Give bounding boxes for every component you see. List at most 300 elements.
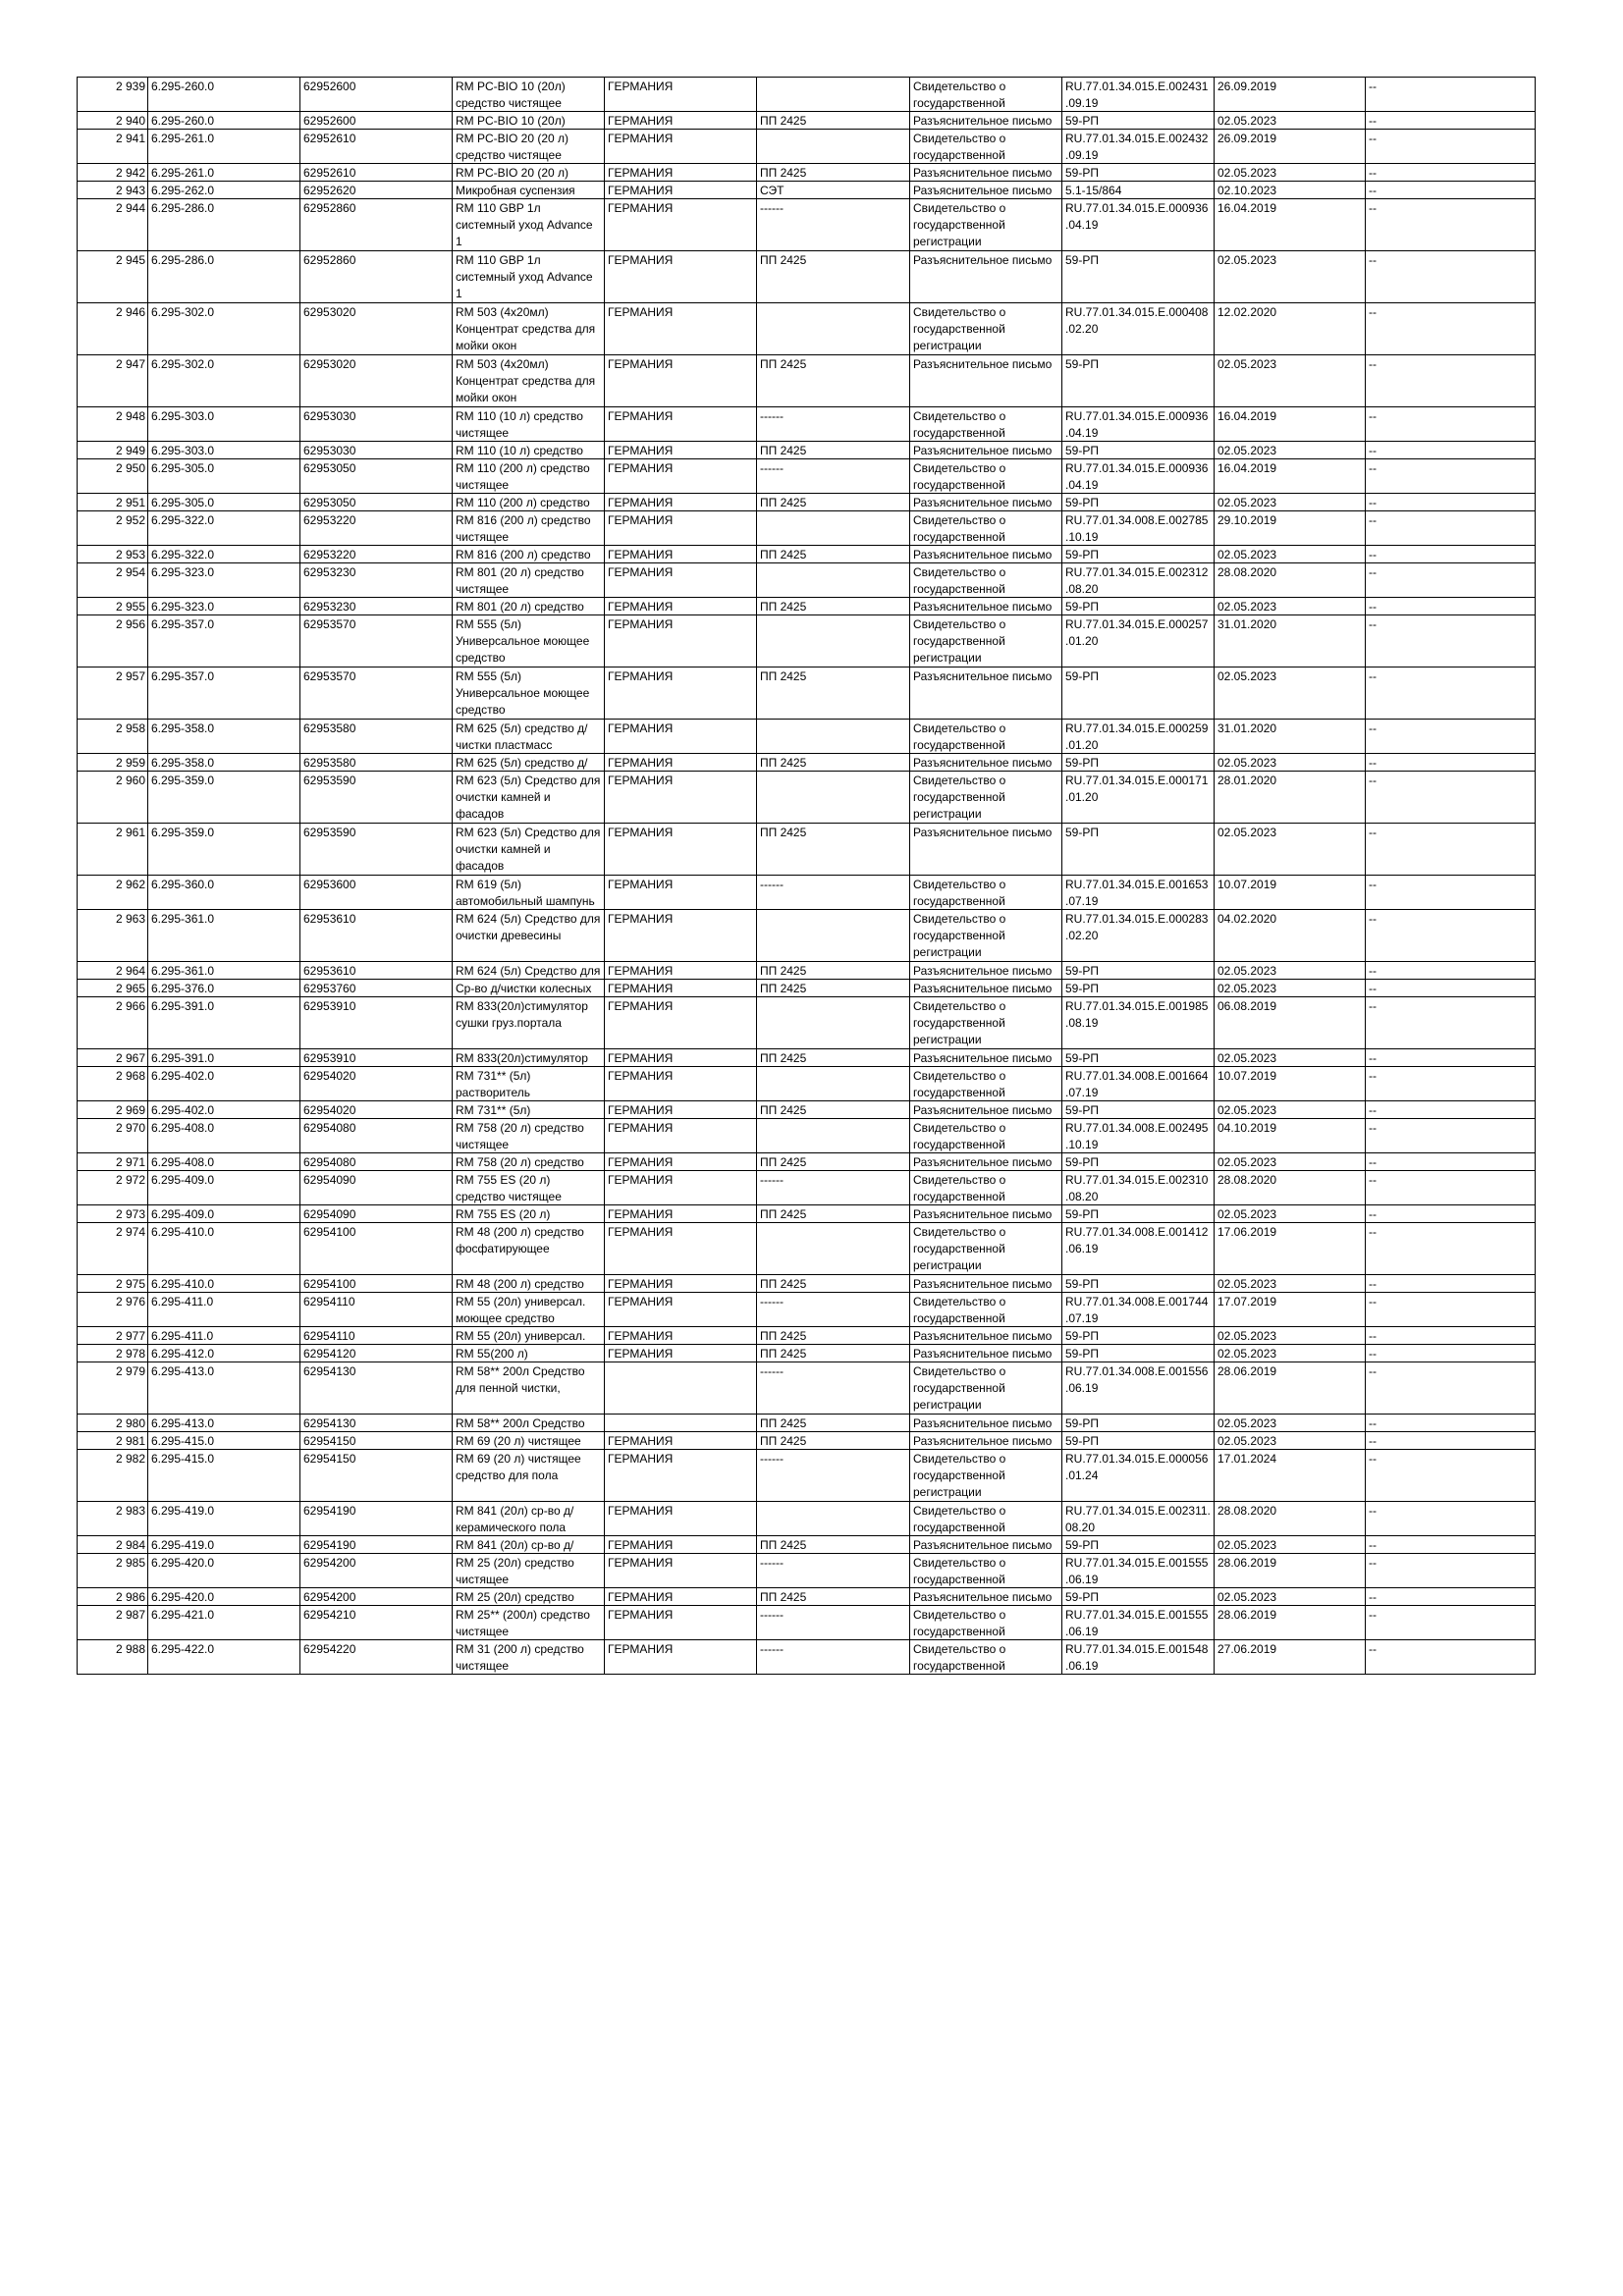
product-name-cell [453,164,605,182]
document-type-cell [910,112,1062,130]
row-number-cell [78,980,148,997]
table-row [78,1327,1536,1345]
product-code: 6.295-415.0 [151,1452,215,1466]
country: ГЕРМАНИЯ [608,1051,674,1065]
product-name-cell [453,355,605,407]
country-cell [605,355,757,407]
product-name: RM 503 (4x20мл) Концентрат средства для мойки окон [456,357,596,404]
country: ГЕРМАНИЯ [608,132,674,145]
country-cell [605,754,757,772]
article-number-cell [300,459,453,494]
article-number: 62953050 [303,496,356,509]
article-number-cell [300,199,453,251]
basis-cell [757,598,910,615]
product-name: RM 623 (5л) Средство для очистки камней и фасадов [456,826,601,873]
table-row [78,182,1536,199]
basis-cell [757,772,910,824]
product-code: 6.295-408.0 [151,1155,215,1169]
document-date-cell [1215,130,1366,164]
article-number: 62952860 [303,201,356,215]
article-number: 62953230 [303,600,356,614]
document-number-cell [1062,1502,1215,1536]
basis: ПП 2425 [760,496,807,509]
table-row [78,546,1536,563]
product-name: RM PC-BIO 20 (20 л) средство чистящее [456,132,569,162]
note: -- [1369,982,1377,995]
document-number: 59-РП [1065,1416,1099,1430]
document-date-cell [1215,962,1366,980]
row-number-cell [78,1415,148,1432]
document-number-cell [1062,615,1215,667]
article-number: 62953030 [303,444,356,457]
row-number: 2 973 [115,1207,145,1221]
row-number: 2 944 [115,201,145,215]
product-name-cell [453,1606,605,1640]
basis-cell [757,511,910,546]
product-code-cell [148,1171,300,1205]
basis: ПП 2425 [760,1103,807,1117]
document-number-cell [1062,1205,1215,1223]
document-number: RU.77.01.34.015.E.000283.02.20 [1065,912,1209,942]
product-code-cell [148,1327,300,1345]
country-cell [605,1588,757,1606]
basis-cell [757,563,910,598]
document-number-cell [1062,407,1215,442]
basis-cell [757,754,910,772]
note-cell [1366,1153,1536,1171]
table-row [78,1450,1536,1502]
country-cell [605,1554,757,1588]
document-type-cell [910,1119,1062,1153]
document-number-cell [1062,303,1215,355]
document-number-cell [1062,442,1215,459]
table-row [78,1415,1536,1432]
country: ГЕРМАНИЯ [608,1173,674,1187]
document-type: Разъяснительное письмо [913,600,1053,614]
product-name: RM 624 (5л) Средство для очистки древесины [456,912,601,942]
document-number: RU.77.01.34.015.E.000408.02.20 [1065,305,1209,336]
product-code-cell [148,1502,300,1536]
article-number: 62954210 [303,1608,356,1622]
note: -- [1369,964,1377,978]
document-number-cell [1062,494,1215,511]
product-name: RM 758 (20 л) средство [456,1155,584,1169]
document-number-cell [1062,962,1215,980]
article-number: 62953020 [303,357,356,371]
product-code: 6.295-361.0 [151,912,215,926]
table-row [78,459,1536,494]
country: ГЕРМАНИЯ [608,114,674,128]
product-code-cell [148,1536,300,1554]
document-date: 02.05.2023 [1217,1155,1277,1169]
document-date-cell [1215,876,1366,910]
basis-cell [757,78,910,112]
product-name-cell [453,1450,605,1502]
product-name-cell [453,980,605,997]
document-date: 02.05.2023 [1217,1207,1277,1221]
document-type: Свидетельство о государственной [913,513,1006,544]
document-number-cell [1062,667,1215,720]
article-number: 62953760 [303,982,356,995]
document-date-cell [1215,112,1366,130]
document-date-cell [1215,1171,1366,1205]
basis: ПП 2425 [760,253,807,267]
article-number-cell [300,876,453,910]
country-cell [605,130,757,164]
country-cell [605,1327,757,1345]
document-number: 59-РП [1065,1329,1099,1343]
country: ГЕРМАНИЯ [608,1504,674,1518]
document-date-cell [1215,1554,1366,1588]
article-number: 62952600 [303,114,356,128]
document-number-cell [1062,1554,1215,1588]
country: ГЕРМАНИЯ [608,166,674,180]
row-number: 2 946 [115,305,145,319]
product-name-cell [453,112,605,130]
note-cell [1366,754,1536,772]
article-number-cell [300,1327,453,1345]
basis-cell [757,615,910,667]
document-type-cell [910,407,1062,442]
product-code-cell [148,598,300,615]
row-number-cell [78,442,148,459]
document-number: RU.77.01.34.015.E.000257.01.20 [1065,617,1209,648]
article-number-cell [300,1345,453,1362]
document-date-cell [1215,1293,1366,1327]
product-code: 6.295-322.0 [151,513,215,527]
document-number: 59-РП [1065,1277,1099,1291]
country-cell [605,1345,757,1362]
row-number-cell [78,1101,148,1119]
basis-cell [757,459,910,494]
product-code: 6.295-411.0 [151,1295,214,1308]
product-name-cell [453,459,605,494]
country: ГЕРМАНИЯ [608,826,674,839]
row-number: 2 948 [115,409,145,423]
row-number-cell [78,720,148,754]
product-name: RM 555 (5л) Универсальное моющее средство [456,669,590,717]
article-number-cell [300,615,453,667]
note: -- [1369,1121,1377,1135]
basis-cell [757,1119,910,1153]
document-date-cell [1215,182,1366,199]
article-number: 62954110 [303,1295,355,1308]
product-code: 6.295-402.0 [151,1069,215,1083]
product-name: RM 55(200 л) [456,1347,528,1361]
article-number-cell [300,546,453,563]
table-row [78,910,1536,962]
document-type: Свидетельство о государственной [913,80,1006,110]
product-name: RM 110 (10 л) средство чистящее [456,409,583,440]
document-number: RU.77.01.34.008.E.001744.07.19 [1065,1295,1209,1325]
document-number-cell [1062,251,1215,303]
document-number: RU.77.01.34.015.E.002312.08.20 [1065,565,1209,596]
document-date: 17.06.2019 [1217,1225,1277,1239]
basis-cell [757,1345,910,1362]
note-cell [1366,1101,1536,1119]
basis: ПП 2425 [760,600,807,614]
row-number: 2 950 [115,461,145,475]
document-date-cell [1215,1415,1366,1432]
document-type-cell [910,824,1062,876]
basis-cell [757,494,910,511]
document-date: 17.01.2024 [1217,1452,1277,1466]
basis-cell [757,407,910,442]
table-row [78,1536,1536,1554]
document-type: Разъяснительное письмо [913,1538,1053,1552]
article-number-cell [300,1502,453,1536]
article-number: 62954190 [303,1504,356,1518]
note-cell [1366,1275,1536,1293]
row-number-cell [78,1536,148,1554]
row-number-cell [78,997,148,1049]
row-number: 2 958 [115,721,145,735]
country-cell [605,563,757,598]
document-number-cell [1062,199,1215,251]
document-date: 29.10.2019 [1217,513,1277,527]
product-name-cell [453,1345,605,1362]
document-type: Разъяснительное письмо [913,1416,1053,1430]
article-number-cell [300,1640,453,1675]
note-cell [1366,182,1536,199]
article-number: 62954020 [303,1069,356,1083]
note-cell [1366,1554,1536,1588]
article-number-cell [300,355,453,407]
document-date-cell [1215,1362,1366,1415]
document-date-cell [1215,1223,1366,1275]
document-type: Разъяснительное письмо [913,1103,1053,1117]
basis: ------ [760,1364,784,1378]
document-date-cell [1215,1640,1366,1675]
note-cell [1366,546,1536,563]
product-name-cell [453,511,605,546]
basis: ------ [760,1173,784,1187]
product-code: 6.295-303.0 [151,409,215,423]
product-code-cell [148,980,300,997]
product-code-cell [148,459,300,494]
table-row [78,667,1536,720]
note: -- [1369,1416,1377,1430]
product-name-cell [453,876,605,910]
basis: ------ [760,461,784,475]
row-number: 2 951 [115,496,145,509]
product-code: 6.295-419.0 [151,1538,215,1552]
product-code: 6.295-402.0 [151,1103,215,1117]
article-number-cell [300,754,453,772]
article-number: 62953220 [303,513,356,527]
product-name-cell [453,407,605,442]
country-cell [605,772,757,824]
article-number-cell [300,1223,453,1275]
article-number-cell [300,1119,453,1153]
row-number: 2 983 [115,1504,145,1518]
note-cell [1366,1450,1536,1502]
document-type-cell [910,1362,1062,1415]
document-type: Свидетельство о государственной [913,1121,1006,1151]
note: -- [1369,496,1377,509]
table-row [78,251,1536,303]
row-number-cell [78,1588,148,1606]
row-number-cell [78,876,148,910]
country-cell [605,1275,757,1293]
basis: ПП 2425 [760,1434,807,1448]
document-type: Разъяснительное письмо [913,826,1053,839]
country: ГЕРМАНИЯ [608,1642,674,1656]
country-cell [605,546,757,563]
article-number-cell [300,910,453,962]
basis: ПП 2425 [760,1277,807,1291]
table-row [78,442,1536,459]
article-number: 62953610 [303,912,356,926]
country-cell [605,1101,757,1119]
note-cell [1366,164,1536,182]
document-type: Разъяснительное письмо [913,496,1053,509]
note: -- [1369,721,1377,735]
note: -- [1369,253,1377,267]
country-cell [605,876,757,910]
note: -- [1369,826,1377,839]
document-date: 04.10.2019 [1217,1121,1277,1135]
country: ГЕРМАНИЯ [608,999,674,1013]
document-type: Свидетельство о государственной [913,461,1006,492]
document-type: Свидетельство о государственной [913,1295,1006,1325]
table-row [78,164,1536,182]
row-number: 2 957 [115,669,145,683]
note-cell [1366,442,1536,459]
row-number: 2 985 [115,1556,145,1570]
country: ГЕРМАНИЯ [608,617,674,631]
product-code-cell [148,563,300,598]
country-cell [605,1536,757,1554]
note: -- [1369,878,1377,891]
basis-cell [757,182,910,199]
document-type: Разъяснительное письмо [913,756,1053,770]
document-number-cell [1062,876,1215,910]
article-number: 62953610 [303,964,356,978]
product-name-cell [453,720,605,754]
row-number-cell [78,1640,148,1675]
note-cell [1366,1536,1536,1554]
article-number: 62954200 [303,1556,356,1570]
document-type-cell [910,164,1062,182]
document-date: 04.02.2020 [1217,912,1277,926]
basis: ПП 2425 [760,1416,807,1430]
product-code: 6.295-302.0 [151,357,215,371]
table-row [78,303,1536,355]
row-number-cell [78,667,148,720]
row-number: 2 949 [115,444,145,457]
product-code-cell [148,112,300,130]
country: ГЕРМАНИЯ [608,1434,674,1448]
product-name-cell [453,182,605,199]
document-date-cell [1215,1345,1366,1362]
basis-cell [757,199,910,251]
product-name: RM 25** (200л) средство чистящее [456,1608,590,1638]
article-number-cell [300,1536,453,1554]
table-row [78,1502,1536,1536]
product-code-cell [148,130,300,164]
row-number: 2 954 [115,565,145,579]
document-date: 02.05.2023 [1217,982,1277,995]
product-name-cell [453,1275,605,1293]
product-name-cell [453,1554,605,1588]
document-number: RU.77.01.34.015.E.000936.04.19 [1065,461,1209,492]
article-number: 62953020 [303,305,356,319]
row-number-cell [78,1345,148,1362]
note-cell [1366,1119,1536,1153]
country-cell [605,511,757,546]
note-cell [1366,355,1536,407]
document-type-cell [910,1275,1062,1293]
article-number: 62953910 [303,999,356,1013]
document-type-cell [910,78,1062,112]
document-number-cell [1062,1588,1215,1606]
product-name: RM 110 (10 л) средство [456,444,583,457]
document-number: 59-РП [1065,114,1099,128]
basis: ПП 2425 [760,1051,807,1065]
row-number-cell [78,1362,148,1415]
product-code-cell [148,1450,300,1502]
product-name-cell [453,303,605,355]
note: -- [1369,409,1377,423]
document-number-cell [1062,1415,1215,1432]
product-code-cell [148,1606,300,1640]
document-type-cell [910,1415,1062,1432]
document-date-cell [1215,355,1366,407]
product-code-cell [148,164,300,182]
document-number: RU.77.01.34.008.E.002495.10.19 [1065,1121,1209,1151]
product-code-cell [148,1223,300,1275]
product-code: 6.295-357.0 [151,669,215,683]
country: ГЕРМАНИЯ [608,253,674,267]
article-number-cell [300,1153,453,1171]
note-cell [1366,980,1536,997]
product-code: 6.295-413.0 [151,1416,215,1430]
country: ГЕРМАНИЯ [608,357,674,371]
document-type-cell [910,1205,1062,1223]
row-number: 2 987 [115,1608,145,1622]
note: -- [1369,1155,1377,1169]
document-date: 02.05.2023 [1217,496,1277,509]
document-number: RU.77.01.34.015.E.002311.08.20 [1065,1504,1211,1534]
product-name-cell [453,824,605,876]
country-cell [605,1223,757,1275]
product-code: 6.295-410.0 [151,1277,215,1291]
country: ГЕРМАНИЯ [608,600,674,614]
product-code: 6.295-302.0 [151,305,215,319]
document-number: 59-РП [1065,1155,1099,1169]
document-type-cell [910,754,1062,772]
document-number-cell [1062,1067,1215,1101]
product-code: 6.295-358.0 [151,756,215,770]
country: ГЕРМАНИЯ [608,774,674,787]
row-number-cell [78,1293,148,1327]
table-row [78,355,1536,407]
table-row [78,1049,1536,1067]
product-code: 6.295-305.0 [151,496,215,509]
document-number-cell [1062,598,1215,615]
document-number-cell [1062,1345,1215,1362]
document-number: 59-РП [1065,600,1099,614]
document-date: 12.02.2020 [1217,305,1277,319]
document-number-cell [1062,459,1215,494]
document-date: 28.06.2019 [1217,1556,1277,1570]
document-type: Разъяснительное письмо [913,1434,1053,1448]
note: -- [1369,1434,1377,1448]
document-number: RU.77.01.34.015.E.002431.09.19 [1065,80,1209,110]
product-code-cell [148,78,300,112]
document-number: RU.77.01.34.015.E.001555.06.19 [1065,1556,1209,1586]
